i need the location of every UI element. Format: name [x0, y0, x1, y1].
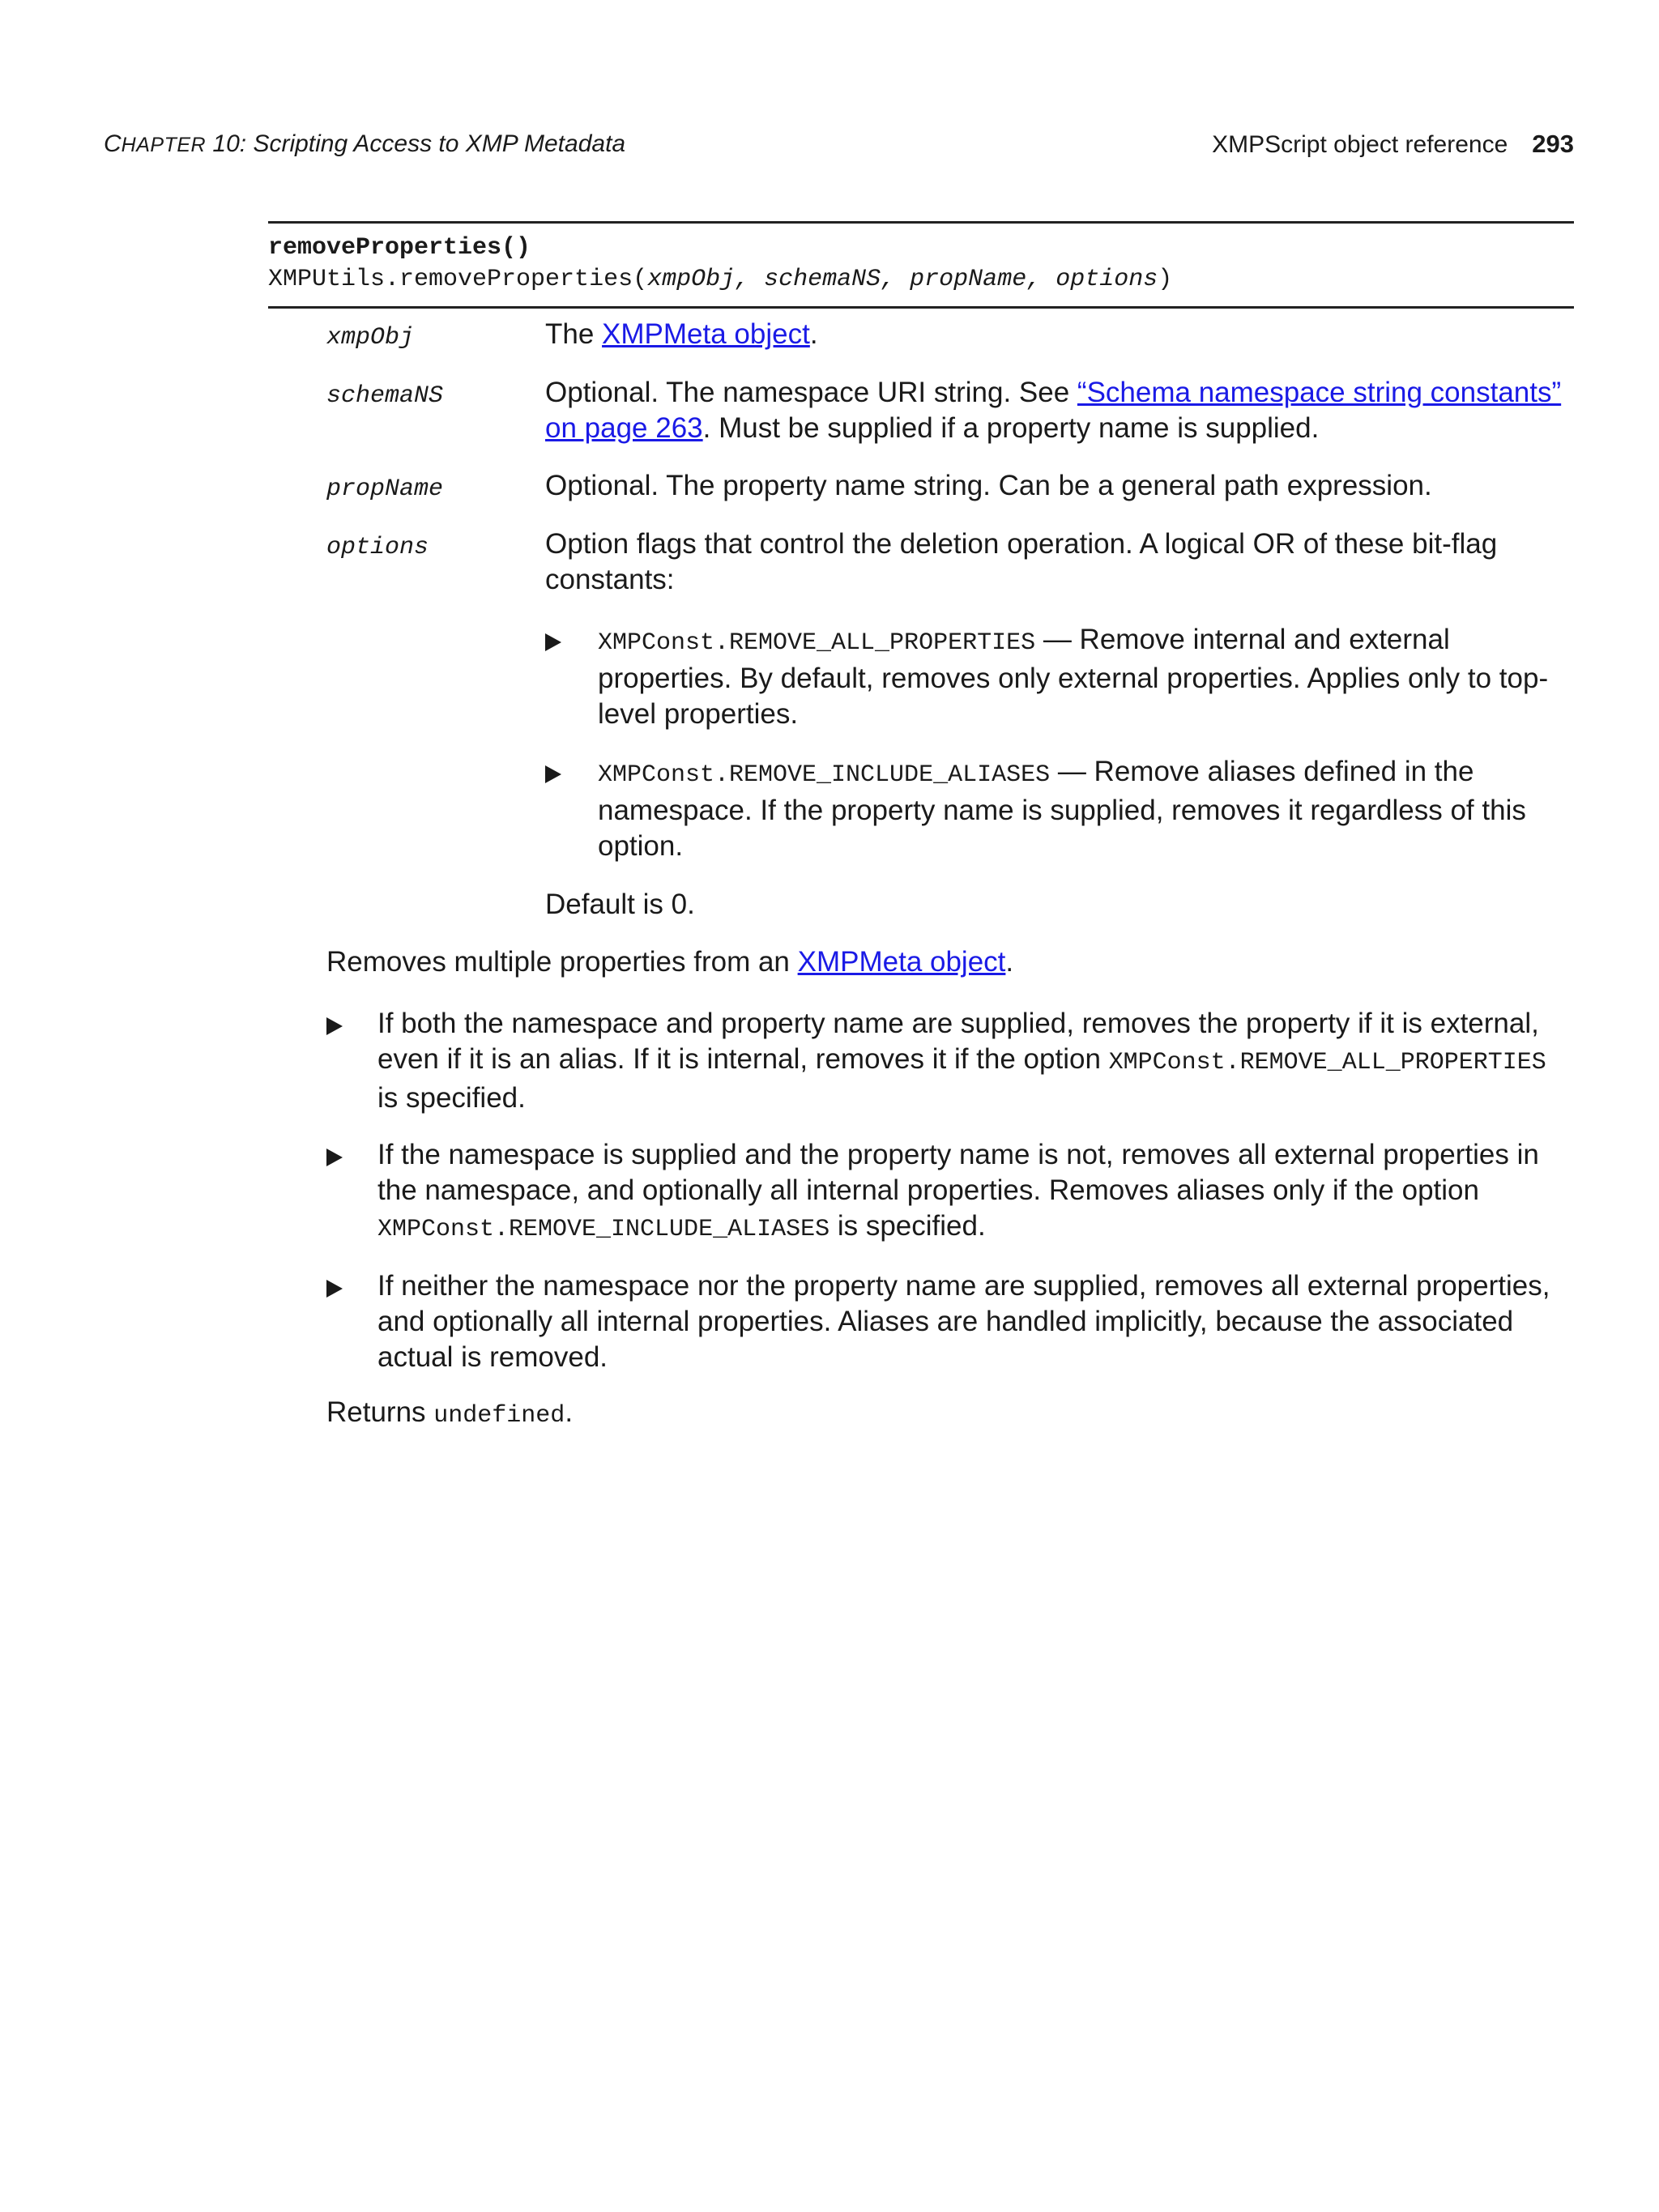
method-description — [326, 944, 1574, 980]
param-desc-schemans — [545, 375, 1566, 446]
param-desc-xmpobj — [545, 317, 1566, 352]
param-desc-text: Optional. The namespace URI string. See — [545, 377, 1077, 408]
param-desc-options: Option flags that control the deletion operation. A logical OR of these bit-flag constants: — [545, 528, 1498, 595]
option-bullet-text — [598, 754, 1574, 864]
bullet-triangle-icon — [326, 1280, 343, 1298]
bullet-triangle-icon — [545, 765, 561, 783]
chapter-title — [104, 130, 625, 158]
section-title: XMPScript object reference — [1212, 131, 1508, 158]
returns-text: Returns — [326, 1396, 434, 1428]
param-name-xmpobj: xmpObj — [326, 324, 415, 352]
param-name-options: options — [326, 534, 429, 561]
returns-code: undefined — [433, 1402, 565, 1430]
bullet-triangle-icon — [545, 633, 561, 651]
bullet-text: If both the namespace and property name are supplied, removes the property if it is external, even if it is an alias. If it is internal, removes it if the option — [377, 1008, 1539, 1075]
option-code: XMPConst.REMOVE_ALL_PROPERTIES — [598, 629, 1036, 657]
xmpmeta-object-link[interactable]: XMPMeta object — [797, 946, 1006, 978]
arg-sep-2: , — [881, 266, 911, 293]
schema-namespace-link[interactable]: “Schema namespace string constants” on page 263 — [545, 377, 1562, 444]
option-desc: — Remove internal and external properties. By default, removes only external properties. Applies only to top-level properties. — [598, 624, 1549, 730]
bullet-text: If neither the namespace nor the property name are supplied, removes all external properties, and optionally all internal properties. Aliases are handled implicitly, because the associated actual is removed. — [377, 1270, 1550, 1373]
chapter-cap: C — [104, 130, 122, 157]
returns-text: . — [565, 1396, 574, 1428]
description-text: . — [1005, 946, 1014, 978]
bullet-text: is specified. — [377, 1082, 526, 1114]
option-desc: — Remove aliases defined in the namespace. If the property name is supplied, removes it regardless of this option. — [598, 756, 1526, 862]
description-bullet-text — [377, 1137, 1572, 1247]
page-number: 293 — [1532, 130, 1574, 158]
param-name-schemans: schemaNS — [326, 382, 444, 410]
xmpmeta-object-link[interactable]: XMPMeta object — [602, 318, 810, 350]
function-name: removeProperties() — [268, 234, 531, 262]
page-header — [104, 128, 1574, 160]
header-right — [1212, 130, 1574, 159]
arg-sep-3: , — [1026, 266, 1056, 293]
description-bullet-text — [377, 1268, 1572, 1379]
signature-top-rule — [268, 221, 1574, 224]
param-desc-propname: Optional. The property name string. Can be a general path expression. — [545, 470, 1432, 501]
param-name-propname: propName — [326, 475, 444, 503]
description-text: Removes multiple properties from an — [326, 946, 798, 978]
chapter-small-caps: HAPTER — [121, 134, 207, 156]
call-prefix: XMPUtils.removeProperties( — [268, 266, 648, 293]
bullet-text: is specified. — [830, 1210, 986, 1242]
description-bullet-text — [377, 1006, 1572, 1116]
arg-propname: propName — [910, 266, 1027, 293]
option-default: Default is 0. — [545, 889, 695, 920]
bullet-code: XMPConst.REMOVE_INCLUDE_ALIASES — [377, 1216, 830, 1243]
arg-options: options — [1056, 266, 1158, 293]
param-desc-text: . — [809, 318, 818, 350]
param-desc-text: . Must be supplied if a property name is supplied. — [702, 412, 1320, 444]
chapter-rest: 10: Scripting Access to XMP Metadata — [206, 130, 626, 157]
param-desc-text: The — [545, 318, 603, 350]
arg-schemans: schemaNS — [764, 266, 881, 293]
signature-bottom-rule — [268, 306, 1574, 309]
bullet-triangle-icon — [326, 1017, 343, 1035]
arg-sep-1: , — [735, 266, 765, 293]
option-bullet-text — [598, 622, 1574, 732]
option-code: XMPConst.REMOVE_INCLUDE_ALIASES — [598, 761, 1051, 789]
bullet-text: If the namespace is supplied and the property name is not, removes all external properties in the namespace, and optionally all internal properties. Removes aliases only if the option — [377, 1139, 1539, 1206]
returns-line — [326, 1395, 1574, 1434]
bullet-code: XMPConst.REMOVE_ALL_PROPERTIES — [1108, 1049, 1546, 1076]
call-suffix: ) — [1158, 266, 1173, 293]
method-signature — [268, 232, 1172, 296]
bullet-triangle-icon — [326, 1149, 343, 1166]
arg-xmpobj: xmpObj — [647, 266, 736, 293]
